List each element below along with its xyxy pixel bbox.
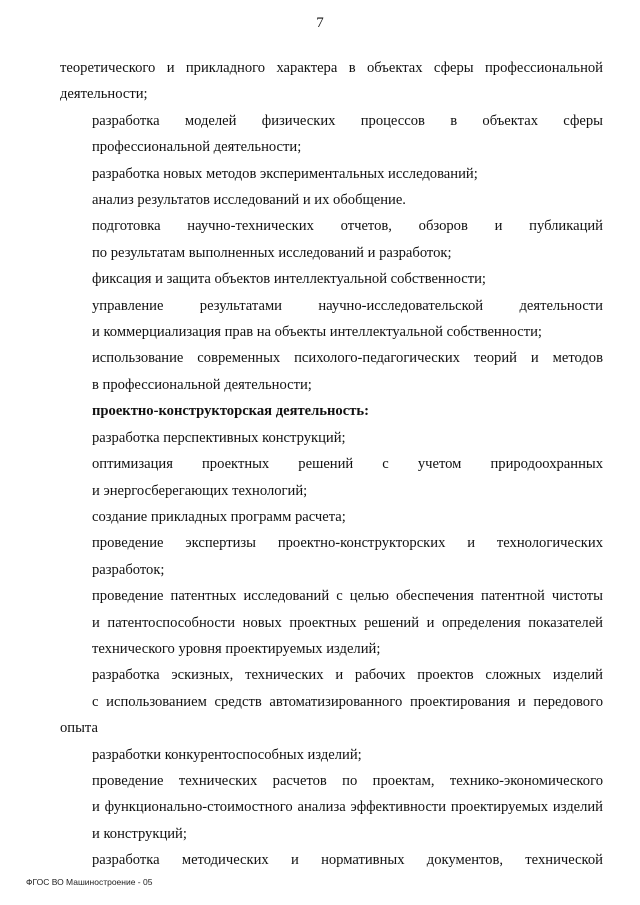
paragraph [60,161,603,187]
text-line: проектно-конструкторская деятельность: [92,403,369,420]
paragraph [60,451,603,504]
text-line: использование современных психолого-педагогических теорий и методов [92,350,603,367]
text-line: проведение технических расчетов по проектам, технико-экономического [92,772,603,789]
text-line: разработка методических и нормативных документов, технической [92,852,603,869]
paragraph [60,266,603,292]
text-line: и патентоспособности новых проектных решений и определения показателей [92,614,603,631]
text-line: управление результатами научно-исследовательской деятельности [92,297,603,314]
text-line: профессиональной деятельности; [92,139,302,156]
text-line: разработок; [92,561,165,578]
paragraph [60,187,603,213]
text-line: оптимизация проектных решений с учетом природоохранных [92,456,603,473]
paragraph [60,345,603,398]
text-line: создание прикладных программ расчета; [92,508,346,525]
text-line: разработки конкурентоспособных изделий; [92,746,362,763]
text-line: анализ результатов исследований и их обобщение. [92,192,406,209]
footer-note: ФГОС ВО Машиностроение - 05 [26,877,153,887]
paragraph [60,768,603,847]
paragraph [60,583,603,662]
text-line: теоретического и прикладного характера в объектах сферы профессиональной [60,60,603,76]
paragraph [60,108,603,161]
paragraph [60,504,603,530]
text-line: разработка перспективных конструкций; [92,429,346,446]
section-heading [60,398,603,424]
text-line: проведение экспертизы проектно-конструкторских и технологических [92,535,603,552]
paragraph [60,847,603,873]
paragraph [60,662,603,768]
text-line: технического уровня проектируемых изделий; [92,640,381,657]
text-line: в профессиональной деятельности; [92,376,312,393]
text-line: и конструкций; [92,825,187,842]
text-line: и функционально-стоимостного анализа эффективности проектируемых изделий [92,799,603,816]
text-line: фиксация и защита объектов интеллектуальной собственности; [92,271,486,288]
paragraph [60,55,603,108]
paragraph [60,293,603,346]
text-line: разработка новых методов экспериментальных исследований; [92,165,478,182]
document-body [60,55,603,874]
paragraph [60,213,603,266]
text-line: и коммерциализация прав на объекты интеллектуальной собственности; [92,324,542,341]
text-line: разработка моделей физических процессов в объектах сферы [92,112,603,129]
text-line: и энергосберегающих технологий; [92,482,308,499]
page-number: 7 [316,15,324,31]
text-line: деятельности; [60,86,148,103]
text-line: подготовка научно-технических отчетов, обзоров и публикаций [92,218,603,235]
text-line: разработка эскизных, технических и рабочих проектов сложных изделий [92,667,603,684]
paragraph [60,425,603,451]
text-line: по результатам выполненных исследований и разработок; [92,244,452,261]
text-line: проведение патентных исследований с целью обеспечения патентной чистоты [92,588,603,605]
paragraph [60,530,603,583]
text-line: с использованием средств автоматизированного проектирования и передового опыта [60,693,603,737]
